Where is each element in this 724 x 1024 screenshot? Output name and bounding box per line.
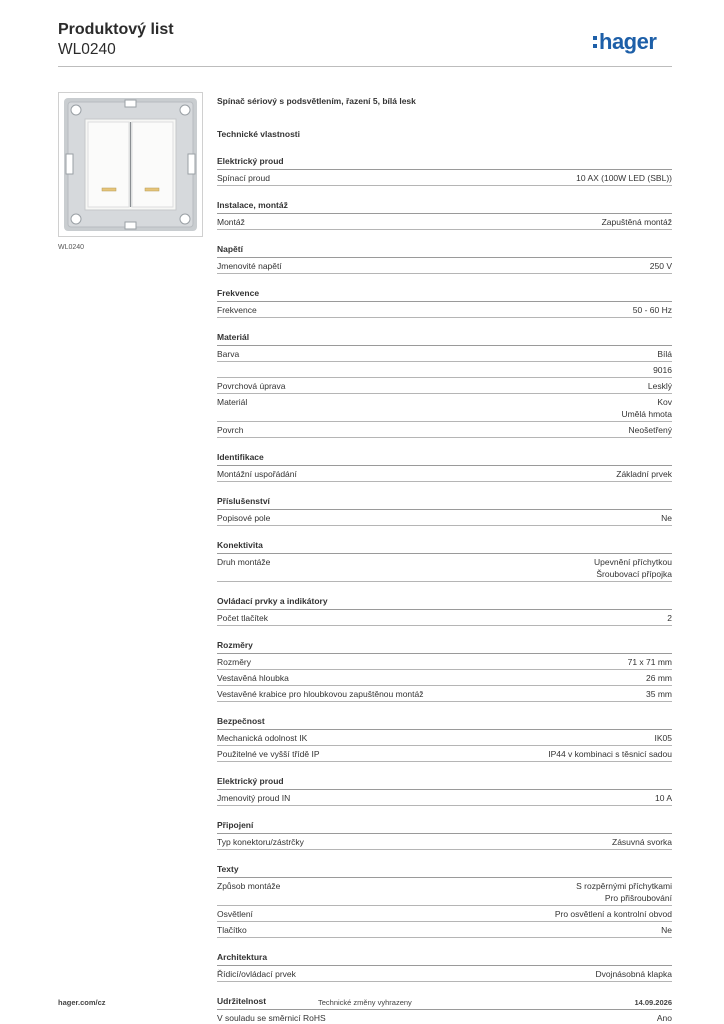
section-title: Rozměry [217, 640, 672, 654]
spec-value [629, 424, 672, 436]
spec-value-line: Dvojnásobná klapka [595, 969, 672, 979]
section-title: Napětí [217, 244, 672, 258]
spec-section [217, 640, 672, 702]
spec-label: Vestavěná hloubka [217, 673, 289, 683]
spec-label: Povrch [217, 425, 244, 435]
spec-label: Materiál [217, 397, 248, 407]
spec-row [217, 922, 672, 938]
spec-value [657, 348, 672, 360]
spec-sections [217, 156, 672, 1024]
spec-section [217, 332, 672, 438]
spec-row [217, 302, 672, 318]
spec-value-line: Ne [661, 513, 672, 523]
spec-label: Spínací proud [217, 173, 270, 183]
spec-row [217, 670, 672, 686]
spec-value [655, 792, 672, 804]
spec-value [633, 304, 672, 316]
section-title: Instalace, montáž [217, 200, 672, 214]
spec-row [217, 906, 672, 922]
spec-value-line: 250 V [649, 261, 672, 271]
tech-heading: Technické vlastnosti [217, 129, 300, 139]
spec-row [217, 1010, 672, 1024]
page-footer [58, 998, 672, 1010]
footer-website[interactable]: hager.com/cz [58, 998, 106, 1007]
image-caption: WL0240 [58, 244, 85, 251]
spec-row [217, 878, 672, 906]
spec-label: Barva [217, 349, 240, 359]
spec-value-line: Lesklý [647, 381, 672, 391]
spec-label: Mechanická odolnost IK [217, 733, 308, 743]
section-title: Elektrický proud [217, 776, 672, 790]
section-title: Elektrický proud [217, 156, 672, 170]
spec-label: Způsob montáže [217, 881, 281, 891]
spec-value-line: Kov [657, 397, 672, 407]
spec-label: Druh montáže [217, 557, 271, 567]
spec-value [655, 732, 673, 744]
spec-value [650, 260, 672, 272]
section-title: Texty [217, 864, 672, 878]
spec-label: V souladu se směrnicí RoHS [217, 1013, 326, 1023]
spec-label: Frekvence [217, 305, 257, 315]
spec-value-line: 10 AX (100W LED (SBL)) [576, 173, 672, 183]
svg-text:hager: hager [599, 29, 657, 54]
spec-section [217, 200, 672, 230]
spec-label: Použitelné ve vyšší třídě IP [217, 749, 320, 759]
spec-value-line: Upevnění příchytkou [594, 557, 672, 567]
page-header [58, 20, 174, 60]
spec-row [217, 746, 672, 762]
spec-value-line: Základní prvek [616, 469, 672, 479]
spec-value-line: Umělá hmota [621, 409, 672, 419]
spec-value [661, 924, 672, 936]
spec-value [628, 656, 672, 668]
spec-value-line: Pro osvětlení a kontrolní obvod [554, 909, 672, 919]
section-title: Materiál [217, 332, 672, 346]
spec-value-line: Ano [656, 1013, 672, 1023]
spec-value-line: 2 [667, 613, 672, 623]
section-title: Konektivita [217, 540, 672, 554]
spec-content [217, 96, 672, 1024]
spec-value [657, 1012, 672, 1024]
spec-section [217, 716, 672, 762]
section-title: Příslušenství [217, 496, 672, 510]
spec-value-line: 35 mm [646, 689, 672, 699]
spec-value [621, 396, 672, 420]
spec-value [661, 512, 672, 524]
spec-row [217, 346, 672, 362]
spec-row [217, 654, 672, 670]
spec-value [646, 672, 672, 684]
spec-value-line: Pro přišroubování [604, 893, 672, 903]
spec-label: Jmenovitý proud IN [217, 793, 291, 803]
spec-value [612, 836, 672, 848]
spec-value-line: 9016 [653, 365, 672, 375]
spec-value-line: 10 A [654, 793, 672, 803]
spec-value [667, 612, 672, 624]
spec-row [217, 214, 672, 230]
spec-section [217, 864, 672, 938]
spec-value [576, 880, 672, 904]
spec-section [217, 452, 672, 482]
spec-section [217, 952, 672, 982]
spec-value-line: Zásuvná svorka [612, 837, 672, 847]
spec-row [217, 834, 672, 850]
spec-value-line: Ne [661, 925, 672, 935]
spec-row [217, 790, 672, 806]
page-title: Produktový list [58, 21, 174, 38]
spec-label: Vestavěné krabice pro hloubkovou zapuštěnou montáž [217, 689, 424, 699]
spec-value [616, 468, 672, 480]
section-title: Architektura [217, 952, 672, 966]
spec-label: Řídicí/ovládací prvek [217, 969, 296, 979]
spec-value-line: 26 mm [646, 673, 672, 683]
spec-row [217, 466, 672, 482]
spec-row [217, 362, 672, 378]
spec-value-line: S rozpěrnými příchytkami [576, 881, 672, 891]
spec-row [217, 258, 672, 274]
spec-label [217, 364, 225, 376]
spec-section [217, 496, 672, 526]
product-image [58, 92, 203, 237]
spec-value-line: 71 x 71 mm [627, 657, 672, 667]
spec-row [217, 554, 672, 582]
spec-value [595, 968, 672, 980]
spec-section [217, 540, 672, 582]
footer-note: Technické změny vyhrazeny [318, 998, 412, 1007]
spec-label: Povrchová úprava [217, 381, 286, 391]
spec-value-line: Bílá [657, 349, 672, 359]
spec-label: Rozměry [217, 657, 252, 667]
spec-label: Montážní uspořádání [217, 469, 297, 479]
spec-label: Tlačítko [217, 925, 247, 935]
spec-value [555, 908, 672, 920]
spec-section [217, 244, 672, 274]
spec-row [217, 510, 672, 526]
spec-label: Montáž [217, 217, 245, 227]
spec-row [217, 686, 672, 702]
spec-row [217, 422, 672, 438]
section-title: Udržitelnost [217, 996, 672, 1010]
spec-label: Popisové pole [217, 513, 271, 523]
spec-row [217, 170, 672, 186]
spec-value [576, 172, 672, 184]
spec-section [217, 288, 672, 318]
spec-label: Počet tlačítek [217, 613, 269, 623]
spec-row [217, 378, 672, 394]
section-title: Frekvence [217, 288, 672, 302]
section-title: Bezpečnost [217, 716, 672, 730]
spec-value [594, 556, 672, 580]
spec-label: Typ konektoru/zástrčky [217, 837, 304, 847]
spec-value [653, 364, 672, 376]
spec-section [217, 156, 672, 186]
spec-row [217, 966, 672, 982]
section-title: Ovládací prvky a indikátory [217, 596, 672, 610]
spec-value-line: Šroubovací přípojka [596, 569, 672, 579]
spec-label: Jmenovité napětí [217, 261, 282, 271]
spec-section [217, 776, 672, 806]
spec-value [548, 748, 672, 760]
spec-label: Osvětlení [217, 909, 253, 919]
header-divider [58, 66, 672, 67]
spec-value-line: Zapuštěná montáž [601, 217, 672, 227]
spec-section [217, 820, 672, 850]
section-title: Identifikace [217, 452, 672, 466]
spec-value [648, 380, 672, 392]
product-name: Spínač sériový s podsvětlením, řazení 5, bílá lesk [217, 96, 416, 106]
spec-value-line: 50 - 60 Hz [632, 305, 672, 315]
spec-value-line: IK05 [654, 733, 672, 743]
spec-section [217, 596, 672, 626]
hager-logo [592, 28, 674, 58]
spec-value-line: IP44 v kombinaci s těsnicí sadou [548, 749, 672, 759]
spec-value [602, 216, 672, 228]
spec-row [217, 730, 672, 746]
spec-row [217, 610, 672, 626]
product-code: WL0240 [58, 41, 116, 58]
spec-value [646, 688, 672, 700]
section-title: Připojení [217, 820, 672, 834]
footer-date: 14.09.2026 [634, 998, 672, 1007]
spec-value-line: Neošetřený [628, 425, 672, 435]
spec-row [217, 394, 672, 422]
